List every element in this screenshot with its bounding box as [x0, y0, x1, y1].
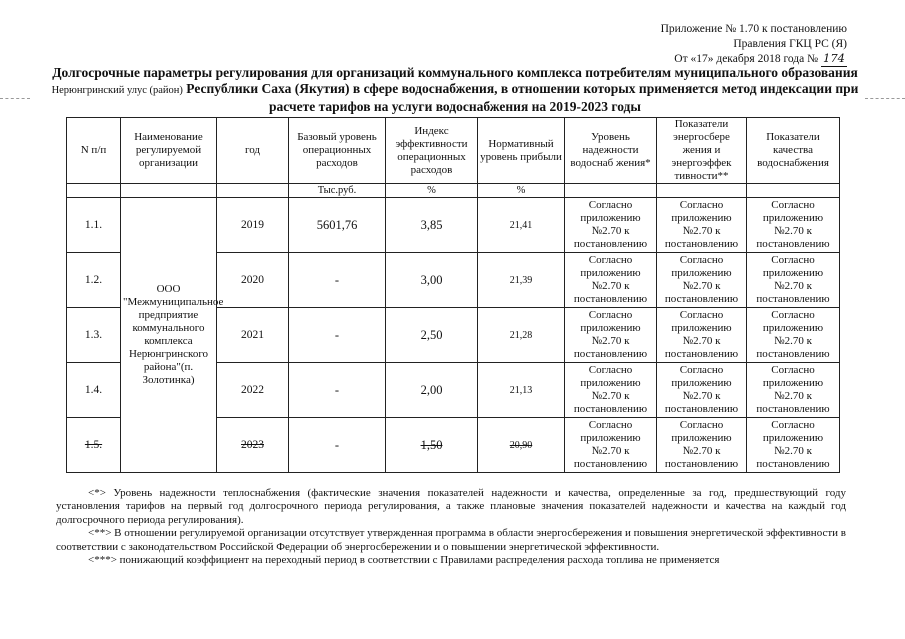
row-base: -	[289, 418, 386, 473]
appendix-line2: Правления ГКЦ РС (Я)	[733, 37, 847, 50]
row-reliability: Согласно приложению №2.70 к постановлению	[565, 418, 657, 473]
footnote-reliability: <*> Уровень надежности теплоснабжения (фактические значения показателей надежности и качества, определенные за год, предшествующий году установления тарифов на первый год долгосрочного периода регулирования, а также плановые значения показателей надежности и качества на каждый год долгосрочного периода регулирования).	[56, 487, 846, 526]
scan-artifact-right	[865, 98, 905, 99]
table-row	[67, 198, 840, 253]
row-quality: Согласно приложению №2.70 к постановлению	[747, 363, 840, 418]
units-row	[67, 184, 840, 198]
row-index: 3,85	[386, 198, 478, 253]
header-base: Базовый уровень операционных расходов	[289, 118, 386, 184]
row-energy: Согласно приложению №2.70 к постановлению	[657, 253, 747, 308]
row-energy: Согласно приложению №2.70 к постановлению	[657, 308, 747, 363]
row-quality: Согласно приложению №2.70 к постановлению	[747, 418, 840, 473]
footnote-coefficient: <***> понижающий коэффициент на переходный период в соответствии с Правилами распределения расхода топлива не применяется	[88, 554, 720, 567]
title-part2: Республики Саха (Якутия) в сфере водоснабжения, в отношении которых применяется метод индексации при расчете тарифов на услуги водоснабжения на 2019-2023 годы	[186, 81, 859, 114]
row-reliability: Согласно приложению №2.70 к постановлению	[565, 253, 657, 308]
row-year: 2020	[217, 253, 289, 308]
document-title	[40, 65, 870, 115]
row-base: -	[289, 253, 386, 308]
title-municipality: Нерюнгринский улус (район)	[51, 85, 183, 96]
row-profit: 21,41	[478, 198, 565, 253]
row-quality: Согласно приложению №2.70 к постановлению	[747, 198, 840, 253]
row-num: 1.4.	[67, 363, 121, 418]
scan-artifact-left	[0, 98, 30, 99]
appendix-date: От «17» декабря 2018 года №	[674, 53, 819, 65]
resolution-number: 174	[821, 51, 847, 67]
header-num: N п/п	[67, 118, 121, 184]
unit-profit: %	[478, 184, 565, 198]
row-year: 2019	[217, 198, 289, 253]
row-year: 2023	[217, 418, 289, 473]
header-energy: Показатели энергосбере жения и энергоэффек тивности**	[657, 118, 747, 184]
row-quality: Согласно приложению №2.70 к постановлению	[747, 308, 840, 363]
row-index: 2,00	[386, 363, 478, 418]
row-index: 2,50	[386, 308, 478, 363]
row-year: 2021	[217, 308, 289, 363]
row-quality: Согласно приложению №2.70 к постановлению	[747, 253, 840, 308]
tariff-parameters-table	[66, 117, 840, 473]
header-reliability: Уровень надежности водоснаб жения*	[565, 118, 657, 184]
row-reliability: Согласно приложению №2.70 к постановлению	[565, 308, 657, 363]
row-base: -	[289, 363, 386, 418]
row-num: 1.1.	[67, 198, 121, 253]
row-base: -	[289, 308, 386, 363]
appendix-header	[661, 22, 847, 67]
footnote-energy: <**> В отношении регулируемой организации отсутствует утвержденная программа в области энергосбережения и повышения энергетической эффективности в соответствии с законодательством Российской Федерации об энергосбережении и о повышении энергетической эффективности.	[56, 527, 846, 553]
header-year: год	[217, 118, 289, 184]
row-energy: Согласно приложению №2.70 к постановлению	[657, 363, 747, 418]
appendix-line1: Приложение № 1.70 к постановлению	[660, 23, 847, 35]
row-num: 1.5.	[67, 418, 121, 473]
row-base: 5601,76	[289, 198, 386, 253]
row-num: 1.2.	[67, 253, 121, 308]
row-profit: 20,90	[478, 418, 565, 473]
row-index: 1,50	[386, 418, 478, 473]
row-profit: 21,28	[478, 308, 565, 363]
row-reliability: Согласно приложению №2.70 к постановлению	[565, 198, 657, 253]
header-index: Индекс эффективности операционных расходов	[386, 118, 478, 184]
row-index: 3,00	[386, 253, 478, 308]
table-header-row	[67, 118, 840, 184]
footnotes	[56, 487, 846, 567]
row-profit: 21,39	[478, 253, 565, 308]
row-energy: Согласно приложению №2.70 к постановлению	[657, 198, 747, 253]
row-year: 2022	[217, 363, 289, 418]
organization-name: ООО "Межмуниципальное предприятие коммунального комплекса Нерюнгринского района"(п. Золотинка)	[121, 198, 217, 473]
unit-base: Тыс.руб.	[289, 184, 386, 198]
unit-index: %	[386, 184, 478, 198]
row-profit: 21,13	[478, 363, 565, 418]
header-quality: Показатели качества водоснабжения	[747, 118, 840, 184]
title-part1: Долгосрочные параметры регулирования для организаций коммунального комплекса потребителям муниципального образования	[52, 65, 858, 80]
header-profit: Нормативный уровень прибыли	[478, 118, 565, 184]
header-org: Наименование регулируемой организации	[121, 118, 217, 184]
row-num: 1.3.	[67, 308, 121, 363]
row-energy: Согласно приложению №2.70 к постановлению	[657, 418, 747, 473]
row-reliability: Согласно приложению №2.70 к постановлению	[565, 363, 657, 418]
